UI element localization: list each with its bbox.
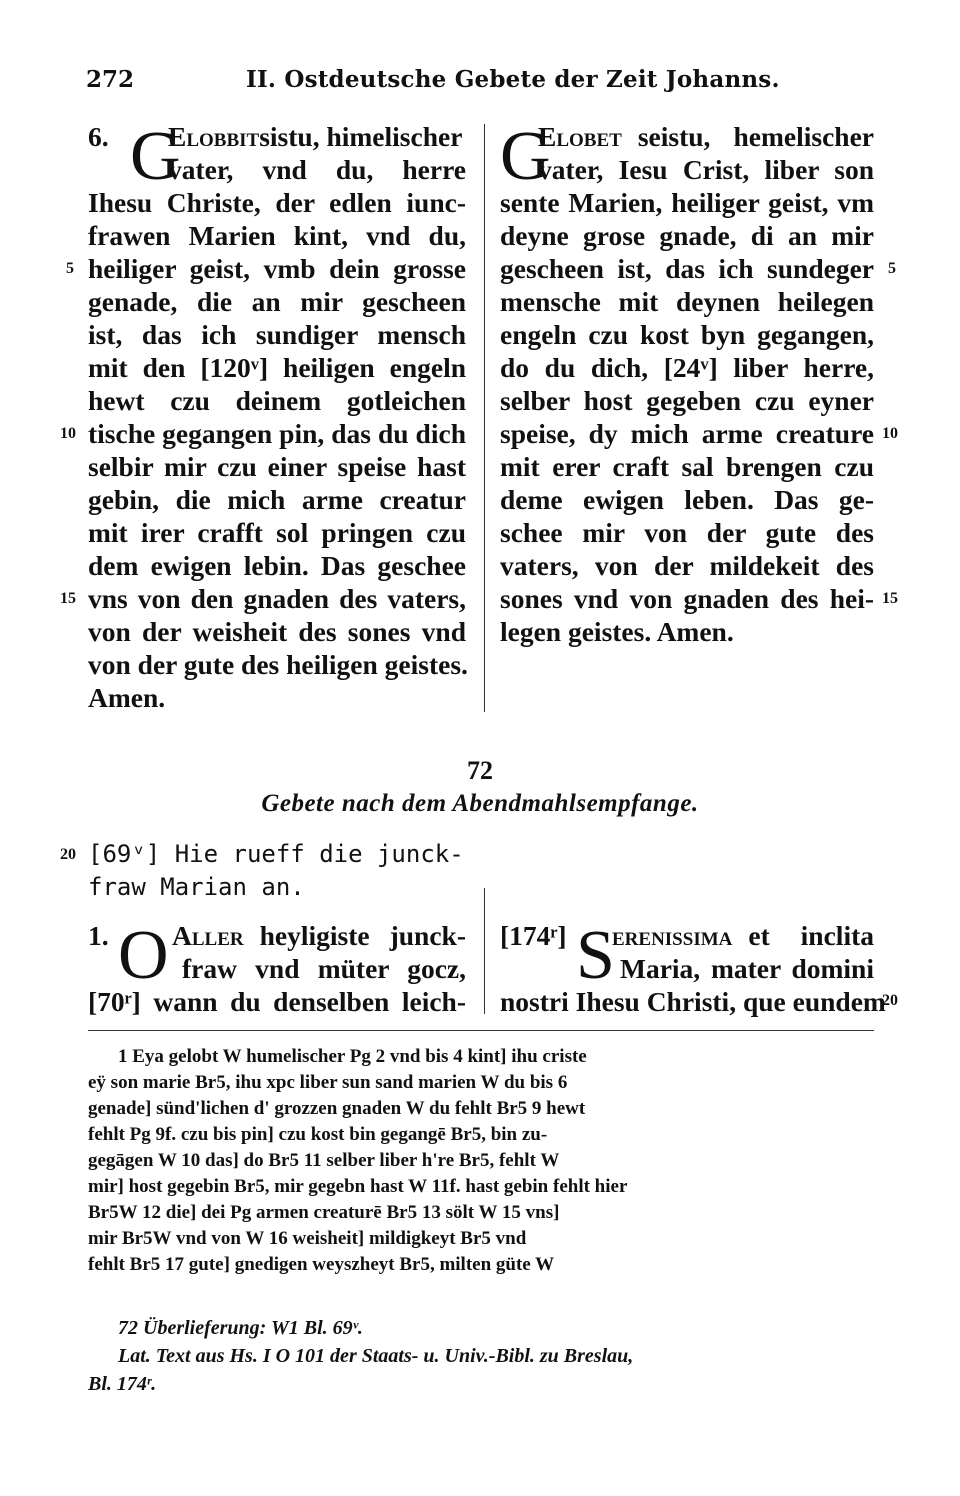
prayer-number: 1. (88, 920, 109, 951)
apparatus-rule (88, 1030, 874, 1031)
apparatus-line: mir] host gegebin Br5, mir gegebn hast W 11f. hast gebin fehlt hier (88, 1176, 628, 1197)
text-line: selbir mir czu einer speise hast (88, 451, 466, 482)
text-line: nostri Ihesu Christi, que eundem (500, 986, 886, 1017)
text-line: speise, dy mich arme creature (500, 418, 874, 449)
tradition-note (88, 1314, 888, 1398)
critical-apparatus (88, 1044, 878, 1278)
prayer-1-left-column (88, 919, 466, 1018)
text-line: gescheen ist, das ich sundeger (500, 253, 874, 284)
text-line: vater, vnd du, herre (168, 154, 466, 185)
apparatus-line: genade] sünd'lichen d' grozzen gnaden W du fehlt Br5 9 hewt (88, 1098, 586, 1119)
text-line: deme ewigen leben. Das ge- (500, 484, 874, 515)
text-line: frawen Marien kint, vnd du, (88, 220, 466, 251)
folio-marker: [174ʳ] (500, 920, 567, 951)
drop-cap-initial: G (130, 118, 181, 195)
line-number: 5 (888, 260, 896, 277)
text-line: et inclita (748, 920, 874, 951)
text-line: Amen. (88, 682, 166, 713)
apparatus-line: fehlt Br5 17 gute] gnedigen weyszheyt Br5, milten güte W (88, 1254, 555, 1275)
prayer-number: 6. (88, 121, 109, 152)
text-line: selber host gegeben czu eyner (500, 385, 874, 416)
text-line: genade, die an mir gescheen (88, 286, 466, 317)
text-line: vns von den gnaden des vaters, (88, 583, 466, 614)
drop-cap-initial: S (576, 917, 615, 994)
incipit-smallcaps: Elobet (538, 121, 622, 152)
column-divider (484, 888, 485, 1014)
prayer-6-left-column (88, 120, 466, 714)
text-line: von der gute des heiligen geistes. (88, 649, 468, 680)
text-line: hewt czu deinem gotleichen (88, 385, 466, 416)
line-number: 5 (66, 260, 74, 277)
text-line: sones vnd von gnaden des hei- (500, 583, 874, 614)
section-number: 72 (467, 756, 493, 785)
text-line: sente Marien, heiliger geist, vm (500, 187, 874, 218)
prayer-6-right-column (500, 120, 874, 648)
text-line: Ihesu Christe, der edlen iunc- (88, 187, 466, 218)
rubric-line: [69ᵛ] Hie rueff die junck- (88, 840, 464, 868)
line-number: 10 (882, 425, 898, 442)
incipit-smallcaps: erenissima (612, 920, 733, 951)
prayer-1-right-column (500, 917, 886, 1018)
tradition-line: 72 Überlieferung: W1 Bl. 69ᵛ. (118, 1317, 363, 1339)
line-number: 10 (60, 425, 76, 442)
page-header (0, 62, 960, 102)
apparatus-line: mir Br5W vnd von W 16 weisheit] mildigkeyt Br5 vnd (88, 1228, 527, 1249)
drop-cap-initial: G (500, 118, 551, 195)
text-line: do du dich, [24ᵛ] liber herre, (500, 352, 874, 383)
text-line: von der weisheit des sones vnd (88, 616, 466, 647)
page-number: 272 (86, 66, 135, 93)
text-line: Maria, mater domini (620, 953, 874, 984)
text-line: legen geistes. Amen. (500, 616, 734, 647)
rubric-line: fraw Marian an. (88, 873, 305, 901)
text-line: ist, das ich sundiger mensch (88, 319, 466, 350)
text-line: gebin, die mich arme creatur (88, 484, 466, 515)
tradition-line: Lat. Text aus Hs. I O 101 der Staats- u. Univ.-Bibl. zu Breslau, (118, 1345, 634, 1367)
text-line: [70ʳ] wann du denselben leich- (88, 986, 466, 1017)
text-line: schee mir von der gute des (500, 517, 874, 548)
text-line: mit den [120ᵛ] heiligen engeln (88, 352, 466, 383)
text-line: dem ewigen lebin. Das geschee (88, 550, 466, 581)
text-line: engeln czu kost byn gegangen, (500, 319, 874, 350)
rubric (88, 838, 468, 904)
drop-cap-initial: O (118, 917, 169, 994)
incipit-smallcaps: Aller (172, 920, 244, 951)
apparatus-line: eÿ son marie Br5, ihu xpc liber sun sand marien W du bis 6 (88, 1072, 568, 1093)
running-title: II. Ostdeutsche Gebete der Zeit Johanns. (246, 66, 780, 93)
tradition-line: Bl. 174ʳ. (88, 1373, 157, 1395)
line-number: 15 (60, 590, 76, 607)
text-line: vaters, von der mildekeit des (500, 550, 874, 581)
apparatus-line: Br5W 12 die] dei Pg armen creaturē Br5 13 sölt W 15 vns] (88, 1202, 560, 1223)
text-line: heyligiste junck- (259, 920, 466, 951)
text-line: fraw vnd müter gocz, (182, 953, 466, 984)
apparatus-line: 1 Eya gelobt W humelischer Pg 2 vnd bis 4 kint] ihu criste (118, 1046, 587, 1067)
text-line: tische gegangen pin, das du dich (88, 418, 466, 449)
line-number: 20 (882, 992, 898, 1009)
text-line: sistu, himelischer (259, 121, 463, 152)
apparatus-line: gegāgen W 10 das] do Br5 11 selber liber h're Br5, fehlt W (88, 1150, 560, 1171)
text-line: seistu, hemelischer (637, 121, 874, 152)
text-line: mensche mit deynen heilegen (500, 286, 874, 317)
text-line: heiliger geist, vmb dein grosse (88, 253, 466, 284)
text-line: vater, Iesu Crist, liber son (538, 154, 874, 185)
column-divider (484, 124, 485, 712)
line-number: 20 (60, 846, 76, 863)
incipit-smallcaps: Elobbit (168, 121, 260, 152)
section-title: Gebete nach dem Abendmahlsempfange. (261, 790, 699, 817)
text-line: mit irer crafft sol pringen czu (88, 517, 466, 548)
line-number: 15 (882, 590, 898, 607)
text-line: mit erer craft sal brengen czu (500, 451, 874, 482)
text-line: deyne grose gnade, di an mir (500, 220, 874, 251)
apparatus-line: fehlt Pg 9f. czu bis pin] czu kost bin gegangē Br5, bin zu- (88, 1124, 548, 1145)
